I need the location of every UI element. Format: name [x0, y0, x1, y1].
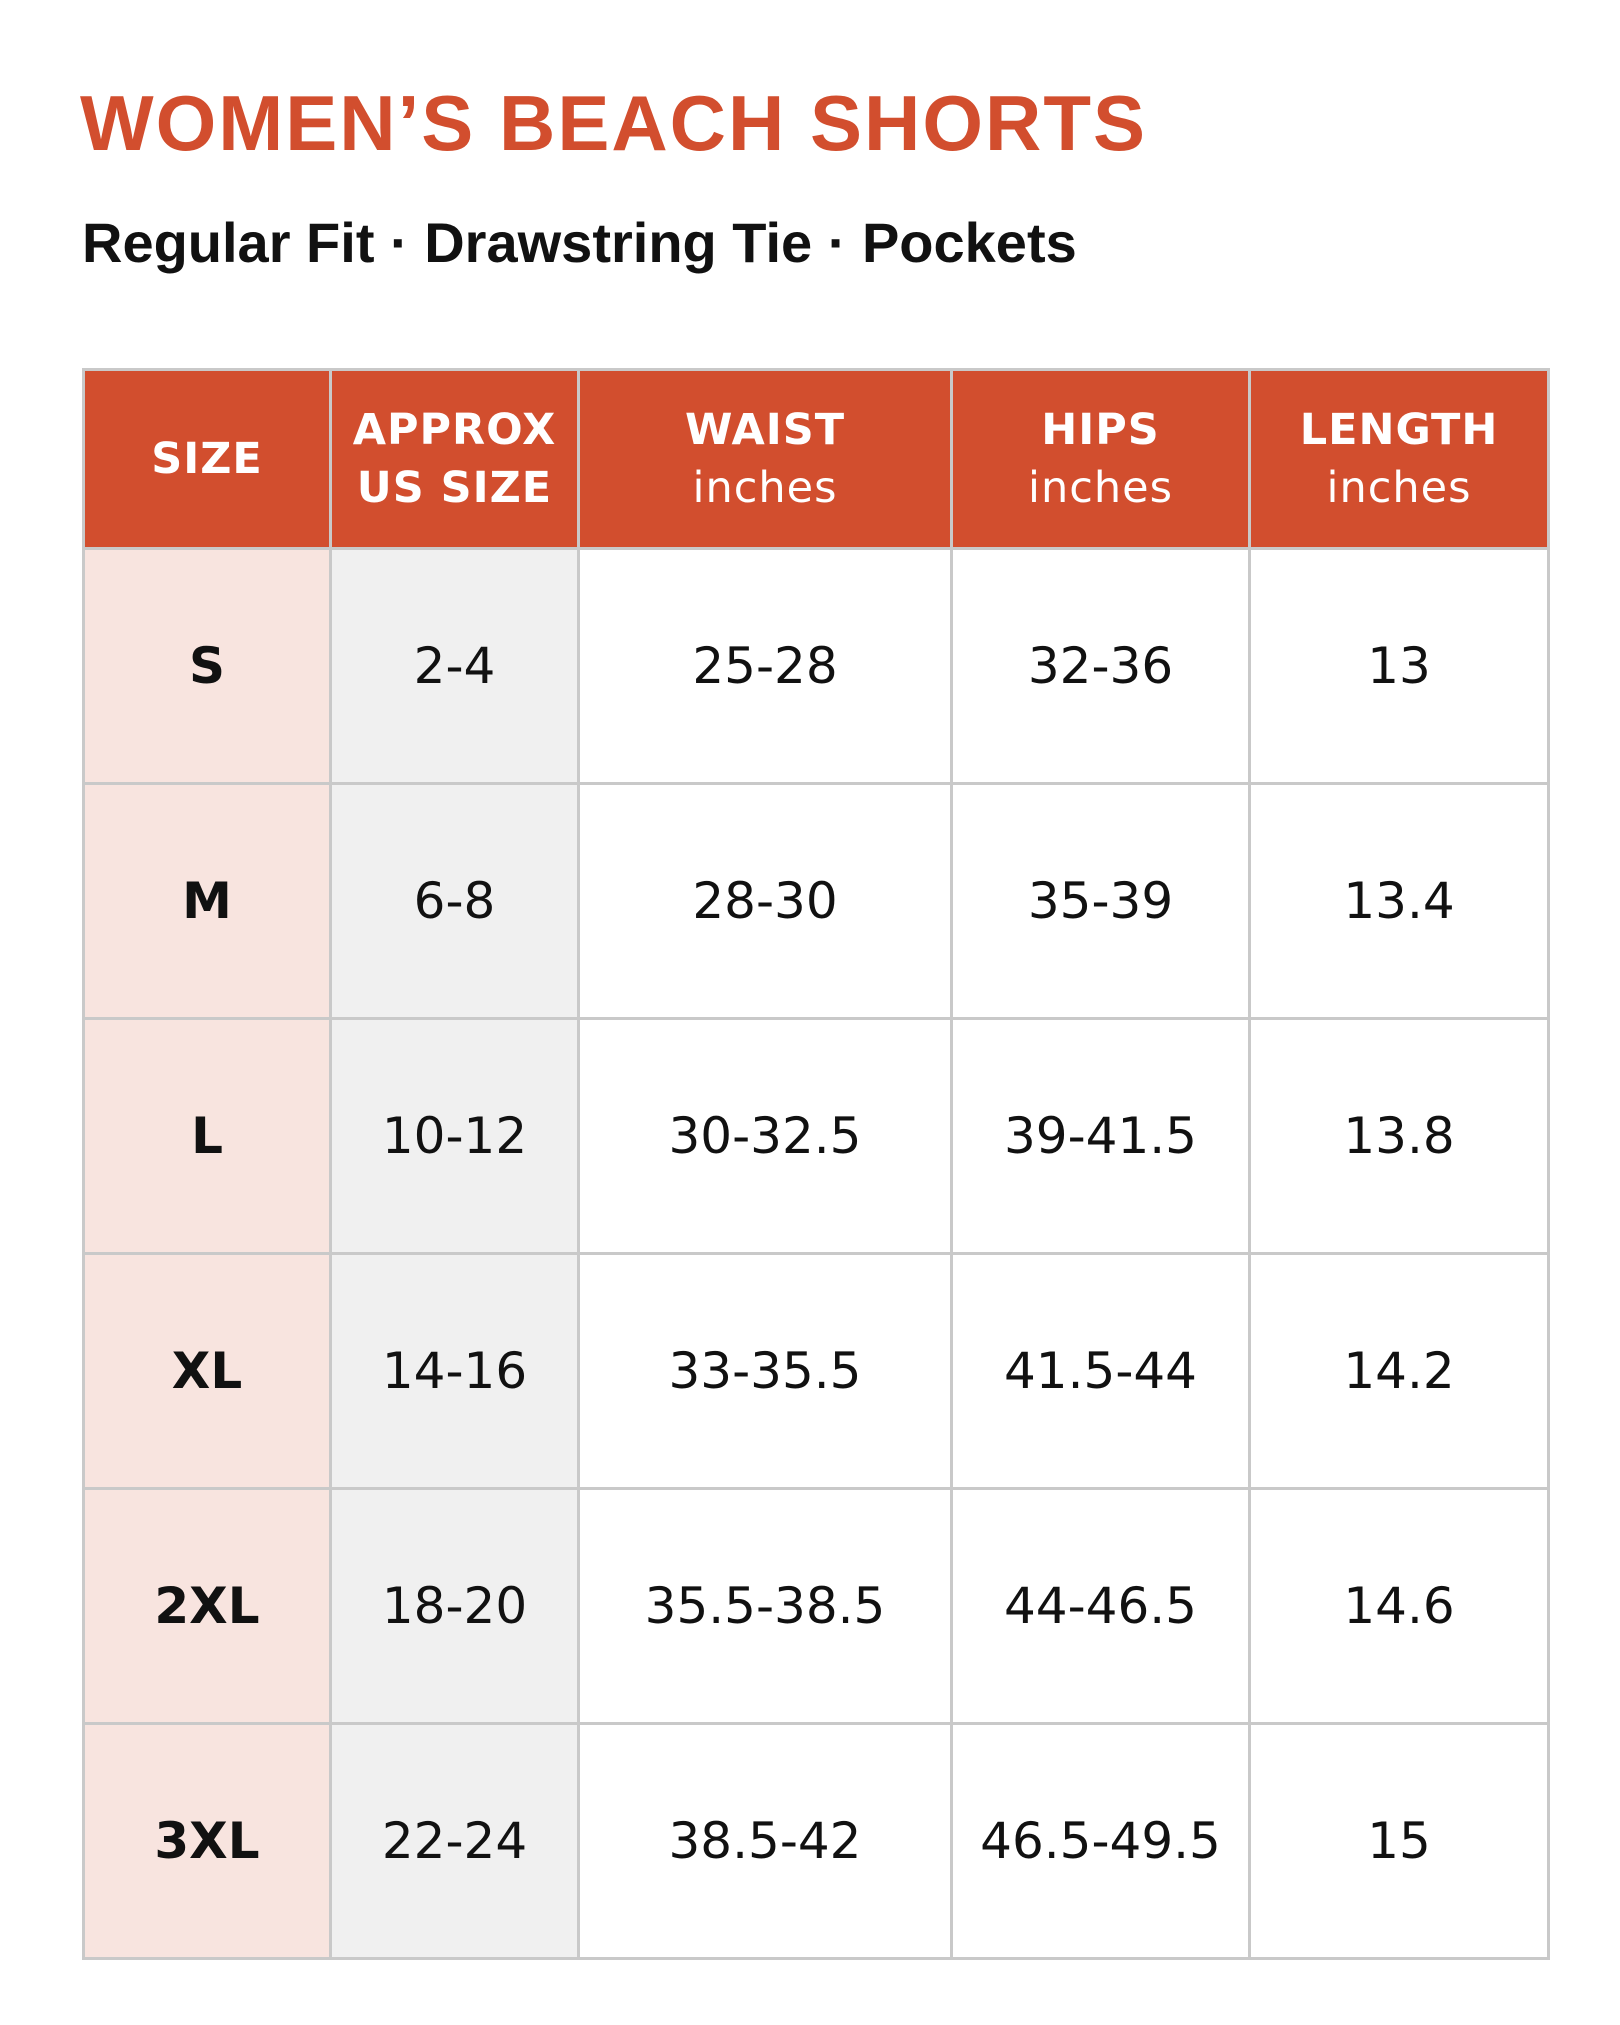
page-title: WOMEN’S BEACH SHORTS: [80, 79, 1148, 167]
us-size-cell: 22-24: [331, 1724, 579, 1959]
hips-cell: 35-39: [952, 784, 1250, 1019]
header-waist-label: WAIST: [684, 405, 846, 455]
hips-cell: 46.5-49.5: [952, 1724, 1250, 1959]
length-cell: 14.6: [1250, 1489, 1549, 1724]
size-cell: 3XL: [84, 1724, 331, 1959]
size-cell: XL: [84, 1254, 331, 1489]
product-features: Regular Fit · Drawstring Tie · Pockets: [82, 211, 1077, 274]
header-length-unit: inches: [1326, 463, 1472, 513]
waist-cell: 30-32.5: [579, 1019, 952, 1254]
table-row: [84, 549, 1549, 784]
waist-cell: 25-28: [579, 549, 952, 784]
header-us-size-label: APPROX US SIZE: [352, 405, 557, 513]
length-cell: 13.8: [1250, 1019, 1549, 1254]
length-cell: 13: [1250, 549, 1549, 784]
header-length-label: LENGTH: [1299, 405, 1499, 455]
header-size-label: SIZE: [151, 434, 263, 484]
header-us-size: [331, 370, 579, 549]
hips-cell: 41.5-44: [952, 1254, 1250, 1489]
us-size-cell: 14-16: [331, 1254, 579, 1489]
header-row: [84, 370, 1549, 549]
hips-cell: 44-46.5: [952, 1489, 1250, 1724]
length-cell: 15: [1250, 1724, 1549, 1959]
table-row: [84, 1019, 1549, 1254]
header-hips-label: HIPS: [1041, 405, 1160, 455]
header-waist: [579, 370, 952, 549]
length-cell: 13.4: [1250, 784, 1549, 1019]
us-size-cell: 6-8: [331, 784, 579, 1019]
header-size: [84, 370, 331, 549]
size-cell: 2XL: [84, 1489, 331, 1724]
table-row: [84, 1489, 1549, 1724]
header-length: [1250, 370, 1549, 549]
us-size-cell: 18-20: [331, 1489, 579, 1724]
waist-cell: 28-30: [579, 784, 952, 1019]
table-row: [84, 1724, 1549, 1959]
size-cell: M: [84, 784, 331, 1019]
table-row: [84, 784, 1549, 1019]
length-cell: 14.2: [1250, 1254, 1549, 1489]
header-hips-unit: inches: [1028, 463, 1173, 513]
table-row: [84, 1254, 1549, 1489]
waist-cell: 35.5-38.5: [579, 1489, 952, 1724]
us-size-cell: 2-4: [331, 549, 579, 784]
header-hips: [952, 370, 1250, 549]
hips-cell: 39-41.5: [952, 1019, 1250, 1254]
size-chart-table: [82, 368, 1550, 1960]
header-waist-unit: inches: [692, 463, 838, 513]
size-cell: S: [84, 549, 331, 784]
waist-cell: 38.5-42: [579, 1724, 952, 1959]
waist-cell: 33-35.5: [579, 1254, 952, 1489]
size-cell: L: [84, 1019, 331, 1254]
hips-cell: 32-36: [952, 549, 1250, 784]
us-size-cell: 10-12: [331, 1019, 579, 1254]
